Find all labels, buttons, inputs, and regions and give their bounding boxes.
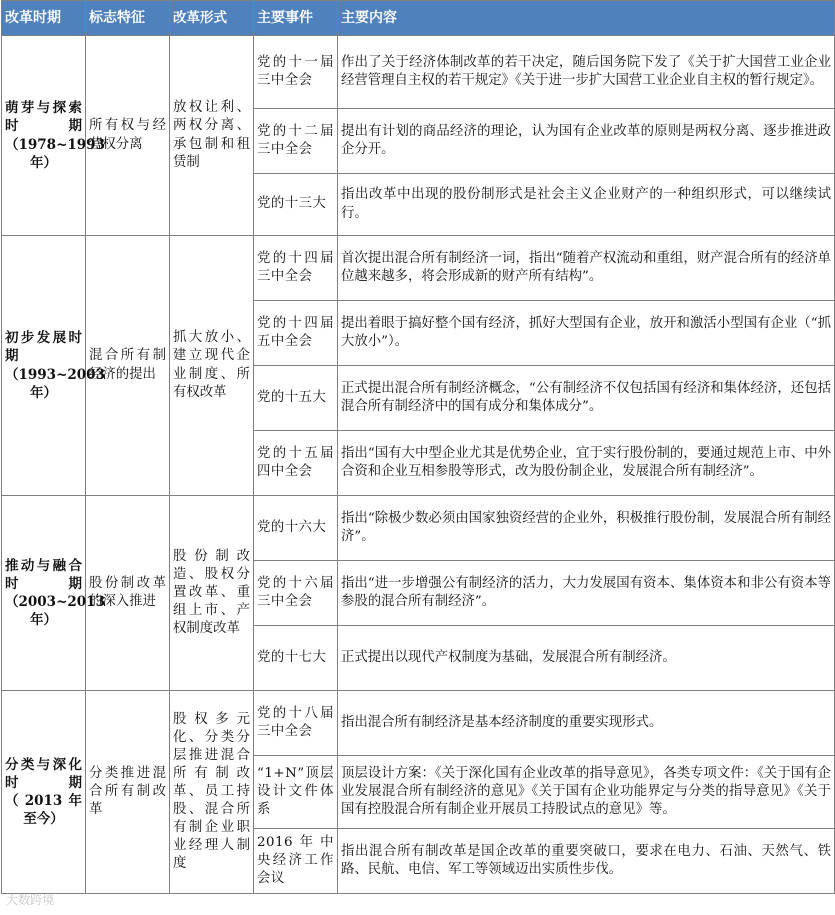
content-cell: 正式提出混合所有制经济概念，“公有制经济不仅包括国有经济和集体经济，还包括混合所有制经济中的国有成分和集体成分”。 [338, 366, 835, 431]
event-cell: 党的十一届三中全会 [254, 36, 338, 109]
content-cell: 指出混合所有制经济是基本经济制度的重要实现形式。 [338, 691, 835, 756]
form-cell: 股份制改造、股权分置改革、重组上市、产权制度改革 [170, 496, 254, 691]
event-cell: 党的十五大 [254, 366, 338, 431]
reform-table [1, 0, 835, 894]
event-cell: 党的十八届三中全会 [254, 691, 338, 756]
period-cell: 萌芽与探索时期（1978~1993年） [2, 36, 86, 236]
feature-cell: 混合所有制经济的提出 [86, 236, 170, 496]
form-cell: 抓大放小、建立现代企业制度、所有权改革 [170, 236, 254, 496]
period-cell: 初步发展时期（1993~2003年） [2, 236, 86, 496]
header-feature: 标志特征 [86, 1, 170, 36]
feature-cell: 股份制改革的深入推进 [86, 496, 170, 691]
feature-cell: 分类推进混合所有制改革 [86, 691, 170, 894]
content-cell: 首次提出混合所有制经济一词，指出“随着产权流动和重组，财产混合所有的经济单位越来越多，将会形成新的财产所有结构”。 [338, 236, 835, 301]
content-cell: 提出着眼于搞好整个国有经济，抓好大型国有企业，放开和激活小型国有企业（“抓大放小”）。 [338, 301, 835, 366]
event-cell: 党的十四届五中全会 [254, 301, 338, 366]
event-cell: 2016年中央经济工作会议 [254, 829, 338, 894]
table-row [2, 36, 835, 109]
content-cell: 顶层设计方案：《关于深化国有企业改革的指导意见》，各类专项文件：《关于国有企业发展混合所有制经济的意见》《关于国有企业功能界定与分类的指导意见》《关于国有控股混合所有制企业开展员工持股试点的意见》等。 [338, 756, 835, 829]
feature-cell: 所有权与经营权分离 [86, 36, 170, 236]
event-cell: 党的十六届三中全会 [254, 561, 338, 626]
event-cell: “1+N”顶层设计文件体系 [254, 756, 338, 829]
table-row [2, 236, 835, 301]
content-cell: 指出“国有大中型企业尤其是优势企业，宜于实行股份制的，要通过规范上市、中外合资和企业互相参股等形式，改为股份制企业，发展混合所有制经济”。 [338, 431, 835, 496]
event-cell: 党的十四届三中全会 [254, 236, 338, 301]
event-cell: 党的十六大 [254, 496, 338, 561]
form-cell: 股权多元化、分类分层推进混合所有制改革、员工持股、混合所有制企业职业经理人制度 [170, 691, 254, 894]
event-cell: 党的十二届三中全会 [254, 109, 338, 174]
event-cell: 党的十三大 [254, 174, 338, 236]
header-form: 改革形式 [170, 1, 254, 36]
header-row [2, 1, 835, 36]
header-event: 主要事件 [254, 1, 338, 36]
event-cell: 党的十五届四中全会 [254, 431, 338, 496]
content-cell: 指出“除极少数必须由国家独资经营的企业外，积极推行股份制，发展混合所有制经济”。 [338, 496, 835, 561]
content-cell: 作出了关于经济体制改革的若干决定，随后国务院下发了《关于扩大国营工业企业经营管理自主权的若干规定》《关于进一步扩大国营工业企业自主权的暂行规定》。 [338, 36, 835, 109]
period-cell: 推动与融合时期（2003~2013年） [2, 496, 86, 691]
content-cell: 正式提出以现代产权制度为基础，发展混合所有制经济。 [338, 626, 835, 691]
content-cell: 指出“进一步增强公有制经济的活力，大力发展国有资本、集体资本和非公有资本等参股的混合所有制经济”。 [338, 561, 835, 626]
watermark: 大数跨境 [6, 893, 55, 907]
period-cell: 分类与深化时期（2013年至今） [2, 691, 86, 894]
table-row [2, 691, 835, 756]
header-content: 主要内容 [338, 1, 835, 36]
content-cell: 指出混合所有制改革是国企改革的重要突破口，要求在电力、石油、天然气、铁路、民航、电信、军工等领域迈出实质性步伐。 [338, 829, 835, 894]
event-cell: 党的十七大 [254, 626, 338, 691]
table-row [2, 496, 835, 561]
content-cell: 提出有计划的商品经济的理论，认为国有企业改革的原则是两权分离、逐步推进政企分开。 [338, 109, 835, 174]
header-period: 改革时期 [2, 1, 86, 36]
content-cell: 指出改革中出现的股份制形式是社会主义企业财产的一种组织形式，可以继续试行。 [338, 174, 835, 236]
form-cell: 放权让利、两权分离、承包制和租赁制 [170, 36, 254, 236]
